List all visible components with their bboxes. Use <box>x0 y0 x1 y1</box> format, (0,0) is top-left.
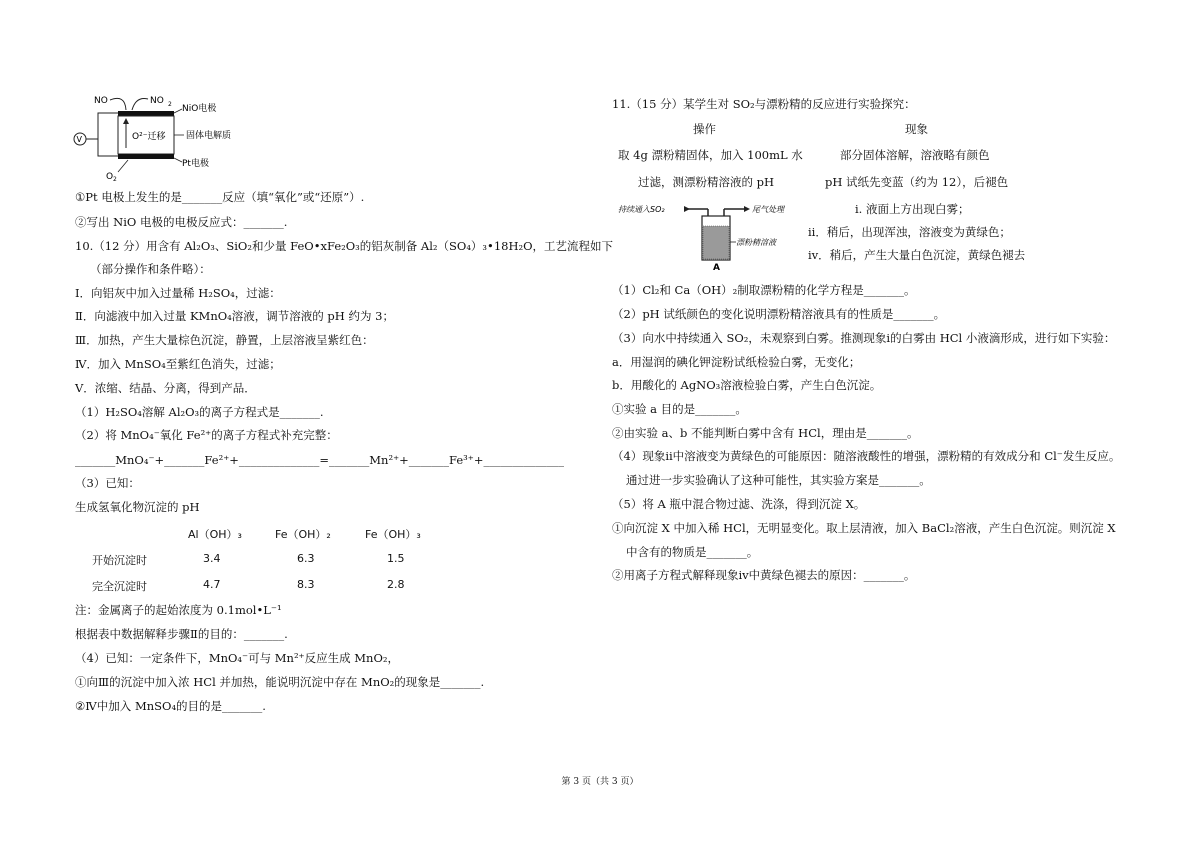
no2-label: NO <box>150 96 164 106</box>
no-label: NO <box>94 96 108 106</box>
arrow-in <box>110 98 126 110</box>
q11-sub3-2: ②由实验 a、b 不能判断白雾中含有 HCl，理由是_______。 <box>612 426 919 440</box>
q10-sub4: （4）已知：一定条件下，MnO₄⁻可与 Mn²⁺反应生成 MnO₂， <box>75 651 399 665</box>
nio-label: NiO电极 <box>182 104 217 114</box>
q10-note: 注：金属离子的起始浓度为 0.1mol•L⁻¹ <box>75 603 282 617</box>
q11-ph2-i: ⅰ. 液面上方出现白雾； <box>855 202 970 216</box>
q11-col-operation: 操作 <box>693 122 716 136</box>
q10-stem-line2: （部分操作和条件略）： <box>90 262 211 276</box>
inlet-label: 持续通入SO₂ <box>618 205 665 214</box>
q11-sub5-1-line2: 中含有的物质是_______。 <box>626 545 759 559</box>
o2-migration-label: O²⁻迁移 <box>132 132 166 142</box>
q9-part2: ②写出 NiO 电极的电极反应式：_______. <box>75 215 288 229</box>
fuel-cell-diagram <box>70 92 260 182</box>
q11-sub1: （1）Cl₂和 Ca（OH）₂制取漂粉精的化学方程是_______。 <box>612 283 916 297</box>
solution-label: 漂粉精溶液 <box>736 238 776 247</box>
q11-sub3: （3）向水中持续通入 SO₂，未观察到白雾。推测现象ⅰ的白雾由 HCl 小液滴形成，进行如下实验： <box>612 331 1116 345</box>
q11-sub3-b: b．用酸化的 AgNO₃溶液检验白雾，产生白色沉淀。 <box>612 378 882 392</box>
q10-step1: Ⅰ．向铝灰中加入过量稀 H₂SO₄，过滤： <box>75 286 281 300</box>
q10-sub2: （2）将 MnO₄⁻氧化 Fe²⁺的离子方程式补充完整： <box>75 428 338 442</box>
q11-stem: 11.（15 分）某学生对 SO₂与漂粉精的反应进行实验探究： <box>612 97 916 111</box>
q11-ph1-line2: pH 试纸先变蓝（约为 12），后褪色 <box>825 175 1009 189</box>
pt-electrode <box>118 154 174 159</box>
q10-equation: _______MnO₄⁻+_______Fe²⁺+______________=_______Mn²⁺+_______Fe³⁺+______________ <box>75 453 565 467</box>
no2-subscript: 2 <box>168 101 172 108</box>
q9-part1: ①Pt 电极上发生的是_______反应（填“氧化”或“还原”）. <box>75 190 365 204</box>
wire-top <box>98 113 118 132</box>
q11-sub4-line2: 通过进一步实验确认了这种可能性，其实验方案是_______。 <box>626 473 931 487</box>
arrow-out <box>132 98 148 110</box>
wire-bottom <box>98 146 118 156</box>
q11-op1-line2: 过滤，测漂粉精溶液的 pH <box>638 175 775 189</box>
pt-label: Pt电极 <box>182 159 209 169</box>
gas-washing-bottle-diagram <box>616 196 806 272</box>
q11-ph1-line1: 部分固体溶解，溶液略有颜色 <box>840 148 990 162</box>
q10-sub1: （1）H₂SO₄溶解 Al₂O₃的离子方程式是_______. <box>75 405 324 419</box>
q11-sub4-line1: （4）现象ⅱ中溶液变为黄绿色的可能原因：随溶液酸性的增强，漂粉精的有效成分和 Cl⁻发生反应。 <box>612 449 1121 463</box>
ph-table-header: Fe（OH）₃ <box>365 528 421 541</box>
q10-table-title: 生成氢氧化物沉淀的 pH <box>75 500 200 514</box>
q10-step4: Ⅳ．加入 MnSO₄至紫红色消失，过滤； <box>75 357 281 371</box>
q11-sub5-1-line1: ①向沉淀 X 中加入稀 HCl，无明显变化。取上层清液，加入 BaCl₂溶液，产生白色沉淀。则沉淀 X <box>612 521 1116 535</box>
q11-col-phenomenon: 现象 <box>905 122 928 136</box>
ph-table-cell: 3.4 <box>203 552 221 565</box>
q11-ph2-iv: ⅳ．稍后，产生大量白色沉淀，黄绿色褪去 <box>808 248 1026 262</box>
q11-sub5-2: ②用离子方程式解释现象ⅳ中黄绿色褪去的原因：_______。 <box>612 568 916 582</box>
q10-purpose: 根据表中数据解释步骤Ⅱ的目的：_______. <box>75 627 288 641</box>
q10-stem-line1: 10.（12 分）用含有 Al₂O₃、SiO₂和少量 FeO•xFe₂O₃的铝灰制备 Al₂（SO₄）₃•18H₂O，工艺流程如下 <box>75 239 614 253</box>
ph-table-cell: 1.5 <box>387 552 405 565</box>
q11-sub5: （5）将 A 瓶中混合物过滤、洗涤，得到沉淀 X。 <box>612 497 866 511</box>
nio-electrode <box>118 111 174 116</box>
q11-op1-line1: 取 4g 漂粉精固体，加入 100mL 水 <box>618 148 803 162</box>
ph-table-header: Al（OH）₃ <box>188 528 242 541</box>
outlet-label: 尾气处理 <box>752 205 784 214</box>
q10-sub4-1: ①向Ⅲ的沉淀中加入浓 HCl 并加热，能说明沉淀中存在 MnO₂的现象是_______. <box>75 675 485 689</box>
ph-table-row-label: 开始沉淀时 <box>92 554 147 567</box>
ph-table-cell: 6.3 <box>297 552 315 565</box>
ph-table-cell: 2.8 <box>387 578 405 591</box>
q10-sub4-2: ②Ⅳ中加入 MnSO₄的目的是_______. <box>75 699 266 713</box>
q11-sub2: （2）pH 试纸颜色的变化说明漂粉精溶液具有的性质是_______。 <box>612 307 946 321</box>
electrolyte-label: 固体电解质 <box>186 131 232 141</box>
q10-step2: Ⅱ．向滤液中加入过量 KMnO₄溶液，调节溶液的 pH 约为 3； <box>75 309 394 323</box>
ph-table-row-label: 完全沉淀时 <box>92 580 147 593</box>
page-footer: 第 3 页（共 3 页） <box>561 777 639 787</box>
ph-table-cell: 8.3 <box>297 578 315 591</box>
voltmeter-label: V <box>76 135 82 144</box>
q11-sub3-1: ①实验 a 目的是_______。 <box>612 402 747 416</box>
o2-subscript: 2 <box>113 176 117 182</box>
flask-label: A <box>713 263 720 272</box>
ph-table-header: Fe（OH）₂ <box>275 528 331 541</box>
q10-step3: Ⅲ．加热，产生大量棕色沉淀，静置，上层溶液呈紫红色： <box>75 333 374 347</box>
ph-table-cell: 4.7 <box>203 578 221 591</box>
q11-sub3-a: a．用湿润的碘化钾淀粉试纸检验白雾，无变化； <box>612 355 861 369</box>
bottle-solution <box>703 226 729 259</box>
q10-sub3: （3）已知： <box>75 476 140 490</box>
q11-ph2-ii: ⅱ．稍后，出现浑浊，溶液变为黄绿色； <box>808 225 1011 239</box>
o2-label: O <box>106 172 114 182</box>
q10-step5: Ⅴ．浓缩、结晶、分离，得到产品． <box>75 381 256 395</box>
